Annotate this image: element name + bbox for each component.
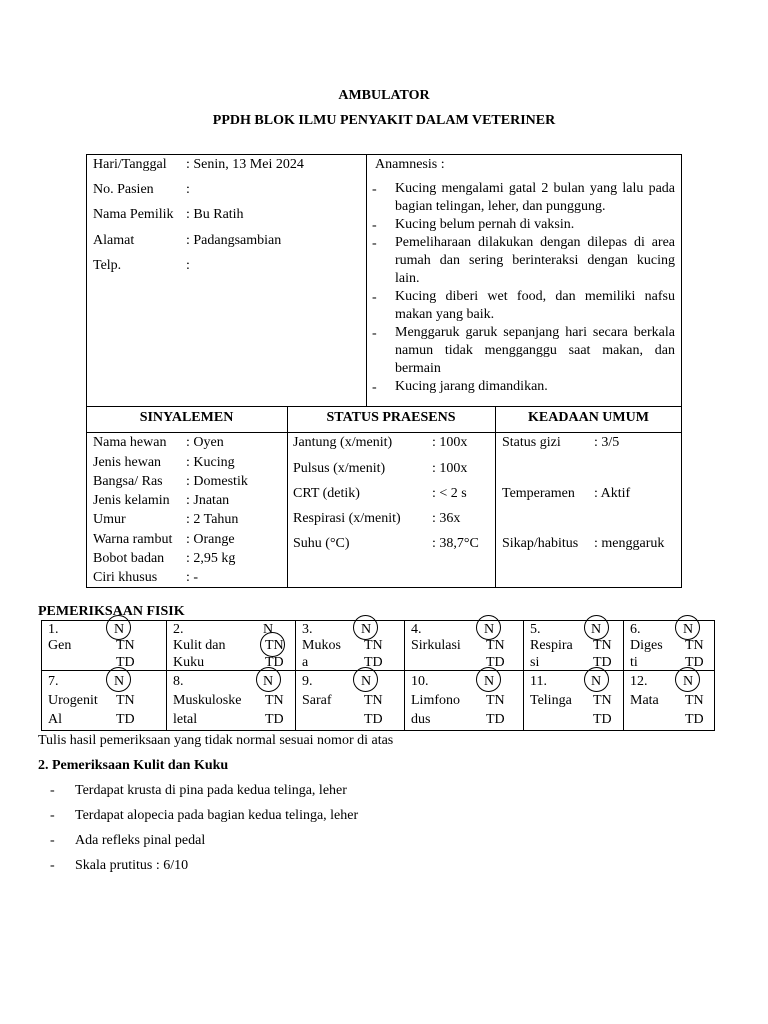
page-subtitle: PPDH BLOK ILMU PENYAKIT DALAM VETERINER [212,113,556,128]
fisik-cell-name: Kulit dan [173,638,226,653]
bullet-dash: - [372,218,377,233]
selection-circle [106,615,131,640]
mark-td: TD [685,655,704,670]
anamnesis-item: Kucing diberi wet food, dan memiliki nafsu makan yang baik. [395,289,675,322]
kulit-heading: 2. Pemeriksaan Kulit dan Kuku [38,758,229,773]
anamnesis-heading: Anamnesis : [375,157,445,172]
anamnesis-item: Kucing mengalami gatal 2 bulan yang lalu pada bagian telingan, leher, dan punggung. [395,181,675,214]
mark-n: N [484,622,495,637]
status-value: : 36x [432,511,461,526]
mark-n: N [114,674,125,689]
fisik-cell-name: Saraf [302,693,332,708]
fisik-cell-name: dus [411,712,431,727]
mark-tn: TN [593,638,612,653]
bullet-dash: - [372,236,377,251]
sinyalemen-label: Bobot badan [93,551,165,566]
mark-tn: TN [116,638,135,653]
status-value: : 100x [432,461,468,476]
sinyalemen-label: Ciri khusus [93,570,158,585]
bullet-dash: - [372,182,377,197]
bullet-dash: - [50,833,55,848]
fisik-cell-name: letal [173,712,198,727]
keadaan-umum-header: KEADAAN UMUM [528,410,649,425]
mark-tn: TN [685,693,704,708]
identity-value: : Bu Ratih [186,207,244,222]
selection-circle [476,667,501,692]
selection-circle [584,615,609,640]
mark-n: N [591,674,602,689]
keadaan-value: : Aktif [594,486,631,501]
anamnesis-item: Kucing belum pernah di vaksin. [395,217,575,232]
kulit-item: Ada refleks pinal pedal [75,833,206,848]
mark-tn: TN [116,693,135,708]
selection-circle [260,632,285,657]
keadaan-label: Temperamen [502,486,575,501]
identity-value: : Padangsambian [186,233,282,248]
fisik-cell-name: Kuku [173,655,205,670]
mark-td: TD [265,655,284,670]
sinyalemen-value: : - [186,570,199,585]
fisik-cell-number: 2. [173,622,184,637]
mark-n: N [484,674,495,689]
fisik-cell-name: Al [48,712,62,727]
fisik-cell-name: Respira [530,638,573,653]
status-label: Jantung (x/menit) [293,435,393,450]
sinyalemen-value: : Oyen [186,435,224,450]
bullet-dash: - [50,783,55,798]
fisik-cell-name: Limfono [411,693,460,708]
mark-tn: TN [685,638,704,653]
mark-n: N [361,622,372,637]
selection-circle [476,615,501,640]
fisik-cell-number: 12. [630,674,648,689]
bullet-dash: - [372,290,377,305]
selection-circle [584,667,609,692]
fisik-cell-number: 5. [530,622,541,637]
status-label: Respirasi (x/menit) [293,511,401,526]
mark-td: TD [486,712,505,727]
keadaan-label: Sikap/habitus [502,536,579,551]
mark-td: TD [364,655,383,670]
status-label: CRT (detik) [293,486,360,501]
sinyalemen-value: : 2,95 kg [186,551,236,566]
bullet-dash: - [50,808,55,823]
keadaan-value: : 3/5 [594,435,620,450]
sinyalemen-label: Jenis hewan [93,455,162,470]
fisik-cell-name: Sirkulasi [411,638,461,653]
fisik-cell-number: 11. [530,674,547,689]
status-praesens-header: STATUS PRAESENS [326,410,456,425]
kulit-item: Terdapat alopecia pada bagian kedua telinga, leher [75,808,359,823]
identity-value: : Senin, 13 Mei 2024 [186,157,304,172]
mark-n: N [263,622,274,637]
fisik-cell-number: 10. [411,674,429,689]
mark-td: TD [116,655,135,670]
bullet-dash: - [372,380,377,395]
selection-circle [106,667,131,692]
mark-tn: TN [364,638,383,653]
keadaan-value: : menggaruk [594,536,665,551]
status-label: Suhu (°C) [293,536,350,551]
mark-td: TD [593,712,612,727]
mark-n: N [361,674,372,689]
mark-td: TD [593,655,612,670]
fisik-cell-number: 4. [411,622,422,637]
selection-circle [353,667,378,692]
sinyalemen-label: Warna rambut [93,532,173,547]
sinyalemen-value: : Orange [186,532,235,547]
fisik-cell-name: Mukos [302,638,341,653]
fisik-cell-name: Telinga [530,693,572,708]
mark-n: N [263,674,274,689]
selection-circle [353,615,378,640]
mark-td: TD [116,712,135,727]
identity-value: : [186,258,190,273]
mark-tn: TN [593,693,612,708]
status-label: Pulsus (x/menit) [293,461,386,476]
fisik-cell-number: 6. [630,622,641,637]
mark-td: TD [486,655,505,670]
identity-label: Nama Pemilik [93,207,174,222]
sinyalemen-value: : Jnatan [186,493,230,508]
fisik-cell-name: Diges [630,638,663,653]
selection-circle [675,615,700,640]
mark-tn: TN [486,693,505,708]
mark-td: TD [364,712,383,727]
anamnesis-item: Menggaruk garuk sepanjang hari secara berkala namun tidak mengganggu saat makan, dan bermain [395,325,675,376]
kulit-item: Terdapat krusta di pina pada kedua telinga, leher [75,783,347,798]
anamnesis-item: Kucing jarang dimandikan. [395,379,548,394]
mark-td: TD [265,712,284,727]
sinyalemen-value: : Domestik [186,474,248,489]
keadaan-label: Status gizi [502,435,561,450]
identity-label: Hari/Tanggal [93,157,167,172]
fisik-cell-number: 7. [48,674,59,689]
anamnesis-item: Pemeliharaan dilakukan dengan dilepas di area rumah dan sering berinteraksi dengan kucing lain. [395,235,675,286]
bullet-dash: - [50,858,55,873]
identity-label: Alamat [93,233,135,248]
status-value: : 100x [432,435,468,450]
fisik-cell-name: Muskuloske [173,693,242,708]
fisik-cell-name: Urogenit [48,693,98,708]
selection-circle [256,667,281,692]
identity-label: No. Pasien [93,182,154,197]
identity-label: Telp. [93,258,122,273]
fisik-cell-number: 1. [48,622,59,637]
mark-tn: TN [265,638,284,653]
mark-n: N [114,622,125,637]
sinyalemen-label: Jenis kelamin [93,493,170,508]
kulit-item: Skala prutitus : 6/10 [75,858,189,873]
sinyalemen-value: : 2 Tahun [186,512,239,527]
sinyalemen-label: Nama hewan [93,435,167,450]
page-title: AMBULATOR [338,88,430,103]
sinyalemen-header: SINYALEMEN [139,410,234,425]
fisik-cell-number: 8. [173,674,184,689]
fisik-cell-name: Mata [630,693,659,708]
fisik-cell-name: a [302,655,309,670]
mark-tn: TN [364,693,383,708]
mark-n: N [683,674,694,689]
status-value: : < 2 s [432,486,467,501]
fisik-cell-name: Gen [48,638,72,653]
selection-circle [675,667,700,692]
fisik-cell-name: si [530,655,540,670]
mark-n: N [591,622,602,637]
fisik-note: Tulis hasil pemeriksaan yang tidak normal sesuai nomor di atas [38,733,394,748]
fisik-cell-name: ti [630,655,638,670]
mark-tn: TN [265,693,284,708]
fisik-heading: PEMERIKSAAN FISIK [38,604,185,619]
identity-value: : [186,182,190,197]
sinyalemen-label: Umur [93,512,126,527]
sinyalemen-label: Bangsa/ Ras [93,474,163,489]
sinyalemen-value: : Kucing [186,455,235,470]
mark-tn: TN [486,638,505,653]
bullet-dash: - [372,326,377,341]
mark-n: N [683,622,694,637]
fisik-cell-number: 9. [302,674,313,689]
fisik-cell-number: 3. [302,622,313,637]
status-value: : 38,7°C [432,536,479,551]
mark-td: TD [685,712,704,727]
